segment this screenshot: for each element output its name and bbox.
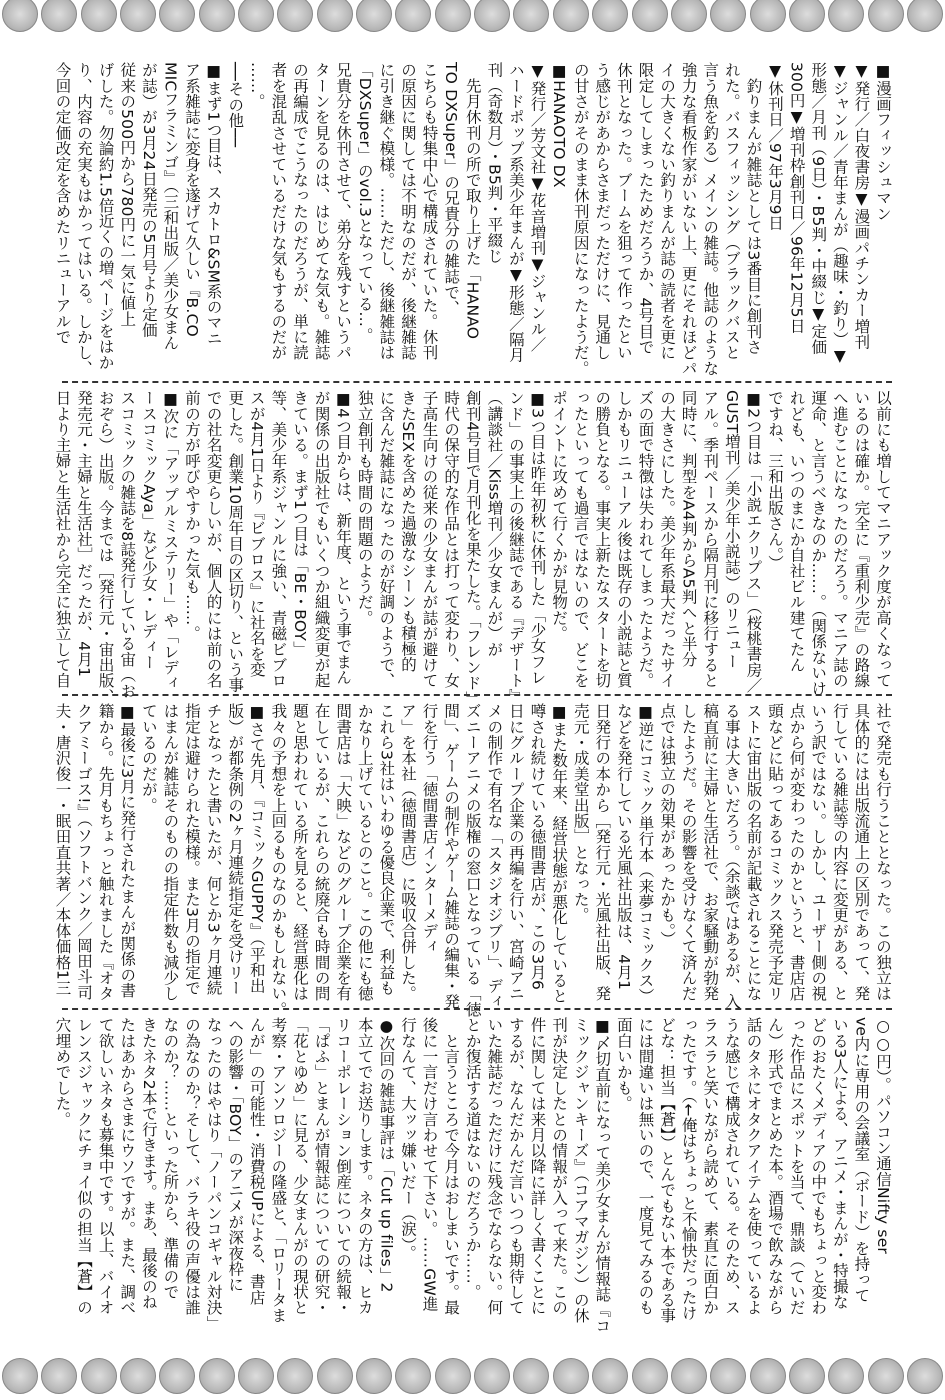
text-column: 稿直前に主婦と生活社で、お家騒動が勃発 [701, 703, 720, 1002]
text-column: 等、美少年系ジャンルに強い、青磁ビブロ [269, 390, 288, 689]
text-column: ■また数年来、経営状態が悪化していると [550, 703, 569, 1004]
text-column: 行なんて、大ッッ嫌いだー（涙）。 [398, 1017, 417, 1261]
text-column: 点では独立の効果があったかも。） [658, 703, 677, 947]
text-column: チとなったと書いたが、何とか3ヶ月連続 [204, 703, 223, 996]
text-column: レンスジャックにチョイ似の担当【蒼】の [75, 1017, 94, 1316]
text-column: ったといっても過言ではないので、どこを [571, 390, 590, 689]
text-column: 者を混乱させているだけな気もするのだが [269, 62, 288, 361]
text-column: 社で発売も行うこととなった。この独立は [874, 703, 892, 1002]
text-column: が誌）が3月24日発売の5月号より定価 [139, 62, 158, 338]
text-column: 点から何が変わったのかというと、書店店 [787, 703, 806, 1002]
text-column: 強力な看板作家がいない上、更にそれほどパ [679, 62, 698, 376]
text-column: 夫・唐沢俊一・眠田直共著／本体価格1三 [53, 703, 72, 996]
circle-ornament-icon [750, 0, 786, 32]
text-column: GUST増刊／美少年小説誌）のリニュー [722, 390, 741, 669]
circle-ornament-icon [356, 0, 392, 32]
text-column: 形態／月刊（9日）・B5判・中綴じ▼定価 [809, 62, 828, 355]
text-column: ▼発行／芳文社▼花音増刊▼ジャンル／ [528, 62, 547, 353]
text-column: ているのだが。 [139, 703, 158, 813]
text-column: スが4月1日より『ビブロス』に社名を変 [247, 390, 266, 678]
text-column: り、内容の充実もはかってはいる。しかし、 [75, 62, 94, 376]
circle-ornament-icon [2, 1358, 38, 1394]
circle-ornament-icon [395, 1358, 431, 1394]
text-column: の勝負となる。事実上新たなスタートを切 [593, 390, 612, 689]
text-column: したようだ。その影響を受けなくて済んだ [679, 703, 698, 1002]
text-column: 独立創刊も時間の問題のようだ。 [355, 390, 374, 626]
circle-ornament-icon [553, 1358, 589, 1394]
text-column: ■3つ目は昨年初秋に休刊した「少女フレ [528, 390, 547, 686]
circle-ornament-icon [513, 0, 549, 32]
text-column: 日発行の本から［発行元・光風社出版、発 [593, 703, 612, 1002]
circle-ornament-icon [81, 1358, 117, 1394]
text-column: ▼休刊日／97年3月9日 [766, 62, 785, 231]
text-column: ■HANAOTO DX [550, 62, 569, 188]
text-column: ったです。（←俺はちょっと不愉快だったけ [679, 1017, 698, 1321]
text-column: の原因に関しては不明なのだが、後継雑誌 [398, 62, 417, 361]
text-column: （講談社／Kiss増刊／少女まんが）が [485, 390, 504, 657]
text-column: れた。バスフィッシング（ブラックバスと [722, 62, 741, 361]
text-column: ──その他── [226, 62, 245, 148]
text-column: ズニーアニメの版権の窓口となっている「徳 [463, 703, 482, 1017]
text-column: 限定してしまったためだろうか、4号目で [636, 62, 655, 355]
text-column: 頭などに貼ってあるコミックス発売予定リ [766, 703, 785, 1002]
circle-ornament-icon [435, 0, 471, 32]
circle-ornament-icon [435, 1358, 471, 1394]
text-column: ん）形式でまとめた本。酒場で飲みながら [766, 1017, 785, 1316]
text-column: イの大きくない釣りまんが誌の読者を更に [658, 62, 677, 361]
text-column: ストに宙出版の名前が記載されることにな [744, 703, 763, 1002]
text-column: TO DXSuper」の兄貴分の雑誌で、 [442, 62, 461, 316]
text-column: きたSEXを含めた過激なシーンも積極的 [398, 390, 417, 673]
text-column: ですね、三和出版さん。） [766, 390, 785, 571]
circle-ornament-icon [710, 1358, 746, 1394]
text-column: ■4つ目からは、新年度、という事でまん [334, 390, 353, 686]
text-column: いう訳ではない。しかし、ユーザー側の視 [809, 703, 828, 1002]
text-column: の大きさにした。美少年系最大だったサイ [658, 390, 677, 689]
text-column: 刊（奇数月）・B5判・平綴じ [485, 62, 504, 264]
circle-ornament-icon [828, 0, 864, 32]
text-column: ミックジャンキーズ』（コアマガジン）の休 [571, 1017, 590, 1324]
text-column: 「DXSuper」のvol.3となっている…。 [355, 62, 374, 343]
text-column: 今回の定価改定を含めたリニューアルで [53, 62, 72, 345]
text-column: ■最後に3月に発行されたまんが関係の書 [118, 703, 137, 999]
text-column: へ進むことになったのだろう。マニア誌の [830, 390, 849, 689]
text-column: 刊が決定したとの情報が入って来た。この [550, 1017, 569, 1316]
circle-ornament-icon [710, 0, 746, 32]
text-column: はまんが雑誌そのものの指定件数も減少し [161, 703, 180, 1002]
circle-ornament-icon [828, 1358, 864, 1394]
text-column: クアミーゴス!』（ソフトバンク／岡田斗司 [75, 703, 94, 1000]
text-column: 発売元・主婦と生活社］だったが、4月1 [75, 390, 94, 678]
dashed-divider [62, 694, 892, 696]
circle-ornament-icon [474, 0, 510, 32]
text-column: に含んだ雑誌になったのが好調のようで、 [377, 390, 396, 689]
text-column: これら3社はいわゆる優良企業で、利益も [377, 703, 396, 996]
circle-ornament-icon [317, 0, 353, 32]
circle-ornament-icon [159, 0, 195, 32]
text-column: 先月休刊の所で取り上げた「HANAO [463, 62, 482, 340]
text-column: 具体的には出版流通上の区別であって、発 [852, 703, 871, 1002]
text-column: んが」の可能性・消費税UPによる、書店 [247, 1017, 266, 1305]
circle-ornament-icon [395, 0, 431, 32]
text-column: どな：担当【蒼】）とんでもない本である事 [658, 1017, 677, 1324]
text-column: 考察・アンソロジーの隆盛と、「ロリータま [269, 1017, 288, 1324]
text-column: て欲しいネタも募集中です。以上、バイオ [96, 1017, 115, 1316]
circle-ornament-icon [789, 0, 825, 32]
text-column: 後に一言だけ言わせて下さい。……GW進 [420, 1017, 439, 1312]
text-column: が関係の出版社でもいくつか組織変更が起 [312, 390, 331, 689]
circle-ornament-icon [632, 1358, 668, 1394]
text-column: での社名変更らしいが、個人的には前の名 [204, 390, 223, 689]
text-column: の甘さがそのまま休刊原因になったようだ。 [571, 62, 590, 376]
text-column: ポイントに攻めて行くかが見物だ。 [550, 390, 569, 642]
text-column: 前の方が呼びやすかった気も……。 [183, 390, 201, 642]
text-column: 指定は避けられた模様。また3月の指定で [183, 703, 201, 996]
circle-ornament-icon [81, 0, 117, 32]
text-column: ■2つ目は「小説エクリプス」（桜桃書房／ [744, 390, 763, 694]
text-column: MICフラミンゴ』（三和出版／美少女まん [161, 62, 180, 351]
circle-ornament-icon [2, 0, 38, 32]
text-column: 創刊4号目で月刊化を果たした。「フレンド」 [463, 390, 482, 707]
text-column: には間違いは無いので、一度見てみるのも [636, 1017, 655, 1316]
text-column: 以前にも増してマニアック度が高くなって [874, 390, 892, 689]
circle-ornament-icon [553, 0, 589, 32]
circle-ornament-icon [907, 1358, 943, 1394]
text-column: と言うところで今月はおしまいです。最 [442, 1017, 461, 1316]
text-column: 運命、と言うべきなのか……。（関係ないけ [809, 390, 828, 697]
text-column: に引き継ぐ模様。……ただし、後継雑誌は [377, 62, 396, 361]
text-column: 行を行う「徳間書店インターメディ [420, 703, 439, 955]
text-column: いるのは確か。完全に『重利少売』の路線 [852, 390, 871, 689]
text-column: メの制作で有名な「スタジオジブリ」、ディ [485, 703, 504, 1010]
circle-ornament-icon [907, 0, 943, 32]
text-column: どのおたくメディアの中でもちょっと変わ [809, 1017, 828, 1316]
text-column: うな感じで構成されている。そのため、ス [722, 1017, 741, 1316]
text-column: ○○円）。パソコン通信Nifty ser [874, 1017, 892, 1254]
text-band-4 [51, 1017, 893, 1347]
text-column: の再編成でこうなったのだろうが、単に読 [290, 62, 309, 361]
text-column: ターンを見るのは、はじめてな気も。雑誌 [312, 62, 331, 361]
text-column: 日より主婦と生活社から完全に独立して自 [53, 390, 72, 689]
text-column: ンド」の事実上の後継誌である『デザート』 [506, 390, 525, 704]
text-column: 300円▼増刊枠創刊日／96年12月5日 [787, 62, 806, 334]
text-column: なのか？……といった所から、準備ので [161, 1017, 180, 1300]
circle-ornament-icon [41, 1358, 77, 1394]
text-column: 在しているが、これらの統廃合も時間の問 [312, 703, 331, 1002]
dashed-divider [62, 1008, 892, 1010]
text-column: 間書店は「大映」などのグループ企業を有 [334, 703, 353, 1002]
text-band-1 [51, 62, 893, 374]
text-column: 「ぱふ」とまんが情報誌についての研究・ [312, 1017, 331, 1316]
circle-ornament-icon [868, 0, 904, 32]
circle-ornament-icon [238, 0, 274, 32]
circle-ornament-icon [671, 1358, 707, 1394]
text-column: ……。 [247, 62, 266, 110]
top-dot-border [0, 0, 945, 36]
text-column: などを発行している光風社出版は、4月1 [614, 703, 633, 991]
text-band-3 [51, 703, 893, 1017]
circle-ornament-icon [474, 1358, 510, 1394]
text-column: ■まず1つ目は、スカトロ&SM系のマニ [204, 62, 223, 346]
text-column: ■〆切直前になって美少女まんが情報誌『コ [593, 1017, 612, 1334]
text-column: 題と思われている所を見ると、経営悪化は [290, 703, 309, 1002]
text-column: アル。季刊ペースから隔月刊に移行すると [701, 390, 720, 689]
text-column: しかもリニューアル後は既存の小説誌と質 [614, 390, 633, 689]
circle-ornament-icon [199, 1358, 235, 1394]
text-column: ■さて先月、『コミックGUPPY』（平和出 [247, 703, 266, 994]
text-column: ラスラと笑いながら読めて、素直に面白か [701, 1017, 720, 1316]
text-column: 言う魚を釣る）メインの雑誌。他誌のような [701, 62, 720, 376]
text-column: への影響・「BOY」のアニメが深夜枠に [226, 1017, 245, 1293]
text-band-2 [51, 390, 893, 707]
text-column: 本立てでお送りします。ネタの方は、ヒカ [355, 1017, 374, 1316]
circle-ornament-icon [41, 0, 77, 32]
text-column: とか復活する道はないのだろうか……。 [463, 1017, 482, 1300]
circle-ornament-icon [671, 0, 707, 32]
circle-ornament-icon [868, 1358, 904, 1394]
bottom-dot-border [0, 1358, 945, 1398]
circle-ornament-icon [632, 0, 668, 32]
circle-ornament-icon [592, 0, 628, 32]
text-column: するが、なんだかんだ言いつつも期待して [506, 1017, 525, 1316]
text-column: ズの面で特徴は失われてしまったようだ。 [636, 390, 655, 689]
text-column: 時代の保守的な作品とは打って変わり、女 [442, 390, 461, 689]
text-column: 兄貴分を休刊させて、弟分を残すというパ [334, 62, 353, 361]
text-column: こちらも特集中心で構成されていた。休刊 [420, 62, 439, 361]
text-column: った作品にスポットを当て、鼎談（ていだ [787, 1017, 806, 1316]
text-column: ve内に専用の会議室（ボード）を持って [852, 1017, 871, 1304]
text-column: 休刊となった。ブームを狙って作ったとい [614, 62, 633, 361]
circle-ornament-icon [356, 1358, 392, 1394]
text-column: 噂され続けている徳間書店が、この3月6 [528, 703, 547, 991]
text-column: ■逆にコミック単行本（来夢コミックス） [636, 703, 655, 1004]
text-column: ハードポップ系美少年まんが▼形態／隔月 [506, 62, 525, 363]
circle-ornament-icon [789, 1358, 825, 1394]
circle-ornament-icon [120, 1358, 156, 1394]
text-column: 更した。創業10周年目の区切り、という事 [226, 390, 245, 693]
circle-ornament-icon [513, 1358, 549, 1394]
text-column: 籍から。先月もちょっと触れました『オタ [96, 703, 115, 1002]
text-column: ースコミックAya」など少女・レディー [139, 390, 158, 671]
text-column: おぞら）出版。今までは［発行元・宙出版、 [96, 390, 115, 704]
text-column: かなり上げているとのこと。この他にも徳 [355, 703, 374, 1002]
text-column: 釣りまんが雑誌としては3番目に創刊さ [744, 62, 763, 355]
circle-ornament-icon [238, 1358, 274, 1394]
text-column: ●次回の雑誌事評は「Cut up files」2 [377, 1017, 396, 1293]
text-column: 子高生向けの従来の少女まんが誌が避けて [420, 390, 439, 689]
text-column: きたネタ2本で行きます。まあ、最後のね [139, 1017, 158, 1310]
circle-ornament-icon [199, 0, 235, 32]
text-column: れども、いつのまにか自社ビル建てたん [787, 390, 806, 673]
text-column: 件に関しては来月以降に詳しく書くことに [528, 1017, 547, 1316]
text-column: 間」、ゲームの制作やゲーム雑誌の編集・発 [442, 703, 461, 1010]
text-column: 行している雑誌等の内容に変更がある、と [830, 703, 849, 1002]
text-column: ア系雑誌に変身を遂げて久しい『B.CO [183, 62, 201, 337]
circle-ornament-icon [592, 1358, 628, 1394]
text-column: 穴埋めでした。 [53, 1017, 72, 1127]
text-column: 「花とゆめ」に見る、少女まんがの現状と [290, 1017, 309, 1316]
text-column: ア」を本社（徳間書店）に吸収合併した。 [398, 703, 417, 1002]
text-column: 話のタネにオタクアイテムを使っているよ [744, 1017, 763, 1316]
text-column: 売元・成美堂出版］となった。 [571, 703, 590, 923]
text-column: る事は大きいだろう。（余談ではあるが、入 [722, 703, 741, 1010]
text-column: げした。勿論約1.5倍近くの増ページをはか [96, 62, 115, 370]
circle-ornament-icon [750, 1358, 786, 1394]
text-column: ▼発行／白夜書房▼漫画パチンカー増刊 [852, 62, 871, 350]
text-column: 我々の予想を上回るものなのかもしれない。 [269, 703, 288, 1017]
text-column: の為なのか？そして、バラキ役の声優は誰 [183, 1017, 201, 1316]
text-column: いた雑誌だっただけに残念でならない。何 [485, 1017, 504, 1316]
text-column: 版）が都条例の2ヶ月連続指定を受けリー [226, 703, 245, 996]
text-column: スコミックの雑誌を8誌発行している宙（お [118, 390, 137, 699]
text-column: リコーポレーション倒産についての続報・ [334, 1017, 353, 1316]
text-column: ▼ジャンル／青年まんが（趣味・釣り）▼ [830, 62, 849, 366]
text-column: なったのはやはり「ノーパンコギャル対決」 [204, 1017, 223, 1331]
text-column: 従来の500円から780円に一気に値上 [118, 62, 137, 327]
circle-ornament-icon [277, 1358, 313, 1394]
text-column: ■漫画フィッシュマン [874, 62, 892, 222]
text-column: 面白いかも。 [614, 1017, 633, 1112]
text-column: 同時に、判型をA4判からA5判へと半分 [679, 390, 698, 668]
text-column: う感じがあからさまだっただけに、見通し [593, 62, 612, 361]
circle-ornament-icon [120, 0, 156, 32]
text-column: 日にグループ企業の再編を行い、宮崎アニ [506, 703, 525, 1002]
circle-ornament-icon [277, 0, 313, 32]
text-column: きている。まず1つ目は「BE・BOY」 [290, 390, 309, 657]
circle-ornament-icon [159, 1358, 195, 1394]
text-column: ■次に「アップルミステリー」や「レディ [161, 390, 180, 691]
dashed-divider [62, 381, 892, 383]
circle-ornament-icon [317, 1358, 353, 1394]
text-column: たはあからさまにウソですが。また、調べ [118, 1017, 137, 1316]
text-column: いる3人による、アニメ・まんが・特撮な [830, 1017, 849, 1310]
